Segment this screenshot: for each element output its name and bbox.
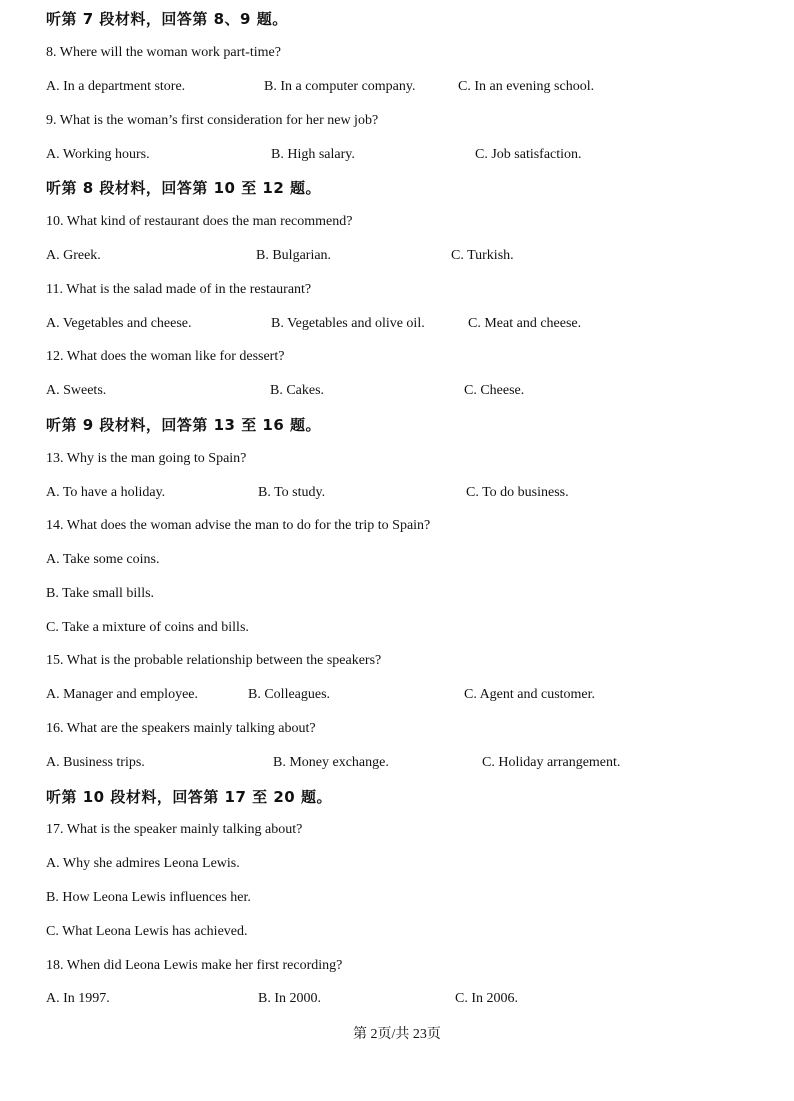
options-row [46, 77, 746, 97]
option-a: A. Greek. [46, 248, 101, 263]
option-b: B. Take small bills. [46, 586, 155, 601]
option-b: B. To study. [258, 485, 326, 500]
option-b: B. Bulgarian. [256, 248, 332, 263]
question-stem: 18. When did Leona Lewis make her first recording? [46, 958, 343, 973]
option-c: C. In 2006. [455, 991, 518, 1006]
option-b: B. How Leona Lewis influences her. [46, 890, 251, 905]
question-stem: 9. What is the woman’s first consideration for her new job? [46, 113, 379, 128]
option-b: B. Cakes. [270, 383, 325, 398]
options-row [46, 381, 746, 401]
option-b: B. In 2000. [258, 991, 321, 1006]
question-stem: 11. What is the salad made of in the restaurant? [46, 282, 312, 297]
option-a: A. To have a holiday. [46, 485, 166, 500]
question-stem: 8. Where will the woman work part-time? [46, 45, 281, 60]
option-a: A. Working hours. [46, 147, 150, 162]
option-c: C. Meat and cheese. [468, 316, 582, 331]
option-a: A. Manager and employee. [46, 687, 198, 702]
options-row [46, 753, 746, 773]
options-row [46, 685, 746, 705]
question-stem: 10. What kind of restaurant does the man recommend? [46, 214, 353, 229]
option-b: B. High salary. [271, 147, 355, 162]
question-stem: 13. Why is the man going to Spain? [46, 451, 247, 466]
option-c: C. What Leona Lewis has achieved. [46, 924, 248, 939]
question-stem: 16. What are the speakers mainly talking about? [46, 721, 316, 736]
option-a: A. In 1997. [46, 991, 110, 1006]
option-c: C. Job satisfaction. [475, 147, 582, 162]
option-c: C. Take a mixture of coins and bills. [46, 620, 249, 635]
question-stem: 15. What is the probable relationship between the speakers? [46, 653, 382, 668]
option-b: B. In a computer company. [264, 79, 416, 94]
question-stem: 12. What does the woman like for dessert? [46, 349, 285, 364]
options-row [46, 145, 746, 165]
option-a: A. Take some coins. [46, 552, 160, 567]
section-heading: 听第 9 段材料，回答第 13 至 16 题。 [46, 416, 322, 434]
section-heading: 听第 8 段材料，回答第 10 至 12 题。 [46, 179, 322, 197]
option-a: A. Business trips. [46, 755, 145, 770]
option-c: C. To do business. [466, 485, 569, 500]
option-b: B. Vegetables and olive oil. [271, 316, 425, 331]
option-c: C. Holiday arrangement. [482, 755, 621, 770]
question-stem: 17. What is the speaker mainly talking about? [46, 822, 303, 837]
section-heading: 听第 7 段材料，回答第 8、9 题。 [46, 10, 288, 28]
option-a: A. In a department store. [46, 79, 186, 94]
page-number-footer: 第 2页/共 23页 [353, 1027, 441, 1042]
option-a: A. Why she admires Leona Lewis. [46, 856, 240, 871]
options-row [46, 314, 746, 334]
option-b: B. Colleagues. [248, 687, 331, 702]
option-a: A. Sweets. [46, 383, 107, 398]
options-row [46, 246, 746, 266]
section-heading: 听第 10 段材料，回答第 17 至 20 题。 [46, 788, 332, 806]
option-a: A. Vegetables and cheese. [46, 316, 192, 331]
option-c: C. In an evening school. [458, 79, 595, 94]
option-b: B. Money exchange. [273, 755, 389, 770]
question-stem: 14. What does the woman advise the man to do for the trip to Spain? [46, 518, 431, 533]
option-c: C. Cheese. [464, 383, 525, 398]
option-c: C. Agent and customer. [464, 687, 596, 702]
options-row [46, 989, 746, 1009]
options-row [46, 483, 746, 503]
option-c: C. Turkish. [451, 248, 514, 263]
